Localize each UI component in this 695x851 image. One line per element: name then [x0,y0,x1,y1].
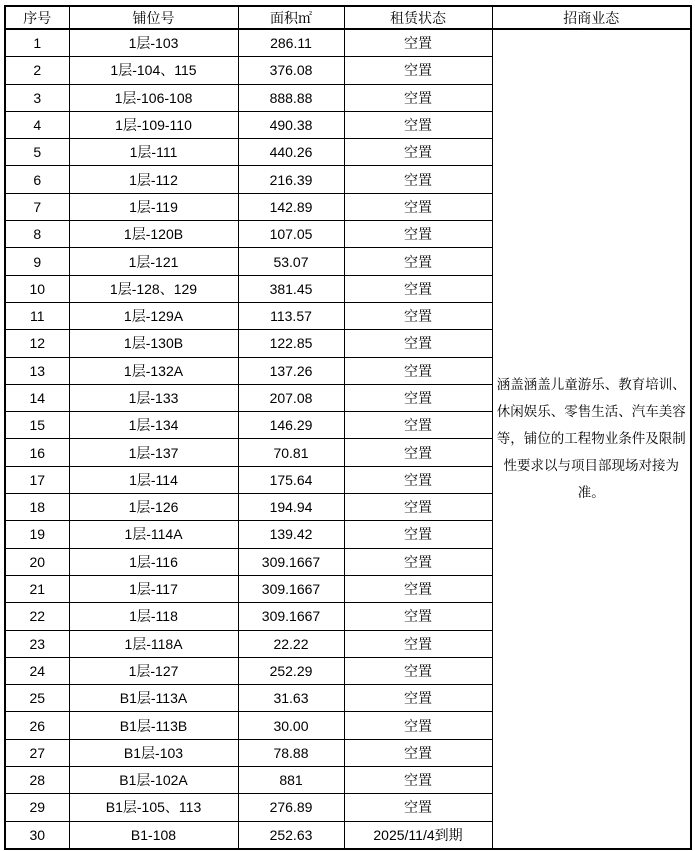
header-area: 面积㎡ [238,6,344,29]
cell-unit: 1层-109-110 [69,111,238,138]
cell-status: 空置 [344,548,492,575]
cell-area: 194.94 [238,494,344,521]
cell-area: 881 [238,767,344,794]
cell-area: 139.42 [238,521,344,548]
cell-area: 440.26 [238,139,344,166]
cell-area: 30.00 [238,712,344,739]
table-row [5,29,691,57]
cell-unit: 1层-104、115 [69,57,238,84]
cell-unit: B1层-105、113 [69,794,238,821]
cell-status: 空置 [344,685,492,712]
cell-status: 空置 [344,657,492,684]
cell-status: 空置 [344,29,492,57]
cell-unit: 1层-118 [69,603,238,630]
cell-area: 70.81 [238,439,344,466]
cell-no: 5 [5,139,69,166]
cell-no: 23 [5,630,69,657]
cell-area: 276.89 [238,794,344,821]
cell-unit: 1层-128、129 [69,275,238,302]
cell-area: 107.05 [238,221,344,248]
cell-unit: 1层-111 [69,139,238,166]
cell-status: 空置 [344,521,492,548]
cell-status: 空置 [344,248,492,275]
cell-status: 空置 [344,494,492,521]
cell-no: 12 [5,330,69,357]
cell-status: 空置 [344,84,492,111]
cell-area: 309.1667 [238,603,344,630]
cell-no: 26 [5,712,69,739]
cell-area: 490.38 [238,111,344,138]
shops-table [4,5,692,850]
cell-status: 空置 [344,166,492,193]
cell-status: 空置 [344,794,492,821]
cell-unit: 1层-129A [69,302,238,329]
cell-unit: 1层-132A [69,357,238,384]
cell-area: 376.08 [238,57,344,84]
cell-area: 888.88 [238,84,344,111]
cell-no: 24 [5,657,69,684]
cell-unit: 1层-117 [69,575,238,602]
cell-unit: 1层-114A [69,521,238,548]
cell-area: 252.63 [238,821,344,849]
cell-area: 137.26 [238,357,344,384]
cell-area: 146.29 [238,412,344,439]
cell-status: 2025/11/4到期 [344,821,492,849]
cell-no: 7 [5,193,69,220]
cell-status: 空置 [344,575,492,602]
cell-unit: B1层-103 [69,739,238,766]
cell-status: 空置 [344,357,492,384]
cell-no: 30 [5,821,69,849]
cell-area: 216.39 [238,166,344,193]
cell-unit: 1层-112 [69,166,238,193]
cell-status: 空置 [344,302,492,329]
cell-unit: 1层-120B [69,221,238,248]
header-no: 序号 [5,6,69,29]
cell-unit: 1层-126 [69,494,238,521]
cell-no: 22 [5,603,69,630]
cell-area: 53.07 [238,248,344,275]
cell-no: 8 [5,221,69,248]
cell-no: 2 [5,57,69,84]
cell-unit: 1层-134 [69,412,238,439]
cell-area: 142.89 [238,193,344,220]
cell-unit: B1层-102A [69,767,238,794]
cell-status: 空置 [344,439,492,466]
cell-no: 3 [5,84,69,111]
cell-status: 空置 [344,630,492,657]
cell-unit: 1层-114 [69,466,238,493]
cell-status: 空置 [344,384,492,411]
cell-area: 309.1667 [238,548,344,575]
cell-unit: 1层-137 [69,439,238,466]
cell-no: 19 [5,521,69,548]
cell-area: 22.22 [238,630,344,657]
cell-status: 空置 [344,221,492,248]
cell-unit: B1层-113B [69,712,238,739]
cell-no: 21 [5,575,69,602]
cell-no: 20 [5,548,69,575]
cell-area: 78.88 [238,739,344,766]
cell-no: 27 [5,739,69,766]
cell-status: 空置 [344,193,492,220]
header-row [5,6,691,29]
cell-area: 175.64 [238,466,344,493]
cell-status: 空置 [344,739,492,766]
cell-unit: 1层-130B [69,330,238,357]
cell-no: 14 [5,384,69,411]
cell-no: 16 [5,439,69,466]
cell-unit: 1层-106-108 [69,84,238,111]
cell-no: 15 [5,412,69,439]
cell-no: 10 [5,275,69,302]
cell-unit: 1层-121 [69,248,238,275]
cell-status: 空置 [344,603,492,630]
cell-area: 286.11 [238,29,344,57]
cell-status: 空置 [344,330,492,357]
cell-no: 11 [5,302,69,329]
cell-unit: 1层-133 [69,384,238,411]
cell-area: 252.29 [238,657,344,684]
cell-no: 4 [5,111,69,138]
cell-area: 122.85 [238,330,344,357]
cell-area: 381.45 [238,275,344,302]
cell-unit: 1层-103 [69,29,238,57]
cell-area: 113.57 [238,302,344,329]
cell-area: 207.08 [238,384,344,411]
cell-no: 13 [5,357,69,384]
cell-status: 空置 [344,712,492,739]
cell-no: 9 [5,248,69,275]
cell-no: 29 [5,794,69,821]
header-status: 租赁状态 [344,6,492,29]
cell-status: 空置 [344,111,492,138]
cell-no: 25 [5,685,69,712]
cell-no: 18 [5,494,69,521]
cell-status: 空置 [344,412,492,439]
cell-area: 31.63 [238,685,344,712]
cell-unit: B1-108 [69,821,238,849]
cell-no: 17 [5,466,69,493]
header-unit: 铺位号 [69,6,238,29]
cell-unit: 1层-118A [69,630,238,657]
cell-no: 1 [5,29,69,57]
business-merged-note: 涵盖涵盖儿童游乐、教育培训、休闲娱乐、零售生活、汽车美容等，铺位的工程物业条件及限制性要求以与项目部现场对接为准。 [492,29,691,849]
header-business: 招商业态 [492,6,691,29]
cell-no: 6 [5,166,69,193]
cell-status: 空置 [344,139,492,166]
cell-status: 空置 [344,466,492,493]
cell-status: 空置 [344,275,492,302]
cell-area: 309.1667 [238,575,344,602]
cell-unit: 1层-119 [69,193,238,220]
cell-unit: 1层-116 [69,548,238,575]
cell-status: 空置 [344,57,492,84]
cell-no: 28 [5,767,69,794]
cell-unit: B1层-113A [69,685,238,712]
cell-unit: 1层-127 [69,657,238,684]
cell-status: 空置 [344,767,492,794]
